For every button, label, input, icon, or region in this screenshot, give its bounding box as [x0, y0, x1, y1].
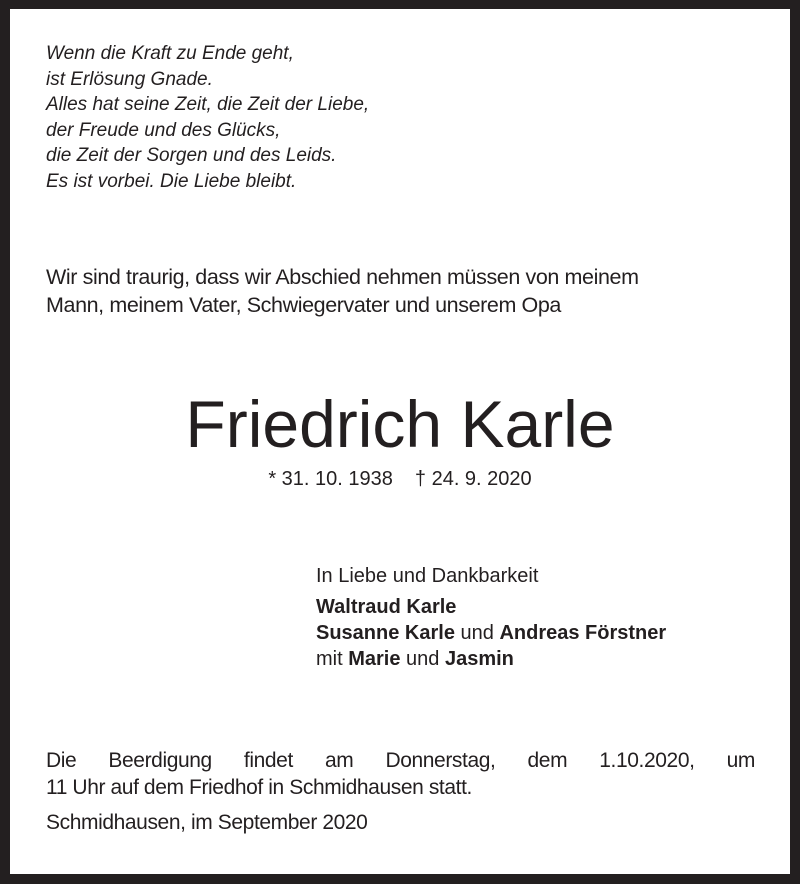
funeral-info	[46, 747, 755, 801]
place-date: Schmidhausen, im September 2020	[46, 811, 368, 834]
intro-text	[46, 263, 786, 319]
family-member: Waltraud Karle	[316, 596, 457, 618]
poem-line: Wenn die Kraft zu Ende geht,	[46, 43, 294, 64]
deceased-name: Friedrich Karle	[185, 387, 615, 461]
poem-line: Alles hat seine Zeit, die Zeit der Liebe,	[46, 94, 370, 115]
poem-line: ist Erlösung Gnade.	[46, 68, 213, 90]
funeral-line: 11 Uhr auf dem Friedhof in Schmidhausen statt.	[46, 776, 472, 799]
family-line	[316, 594, 666, 620]
poem-line: Es ist vorbei. Die Liebe bleibt.	[46, 170, 297, 192]
death-date: † 24. 9. 2020	[414, 468, 532, 490]
family-member: Jasmin	[444, 648, 514, 670]
poem-line: die Zeit der Sorgen und des Leids.	[46, 145, 337, 166]
family-line: mit Marie und Jasmin	[316, 648, 514, 670]
family-member: Andreas Förstner	[499, 622, 667, 644]
poem	[46, 41, 369, 194]
family-member: Marie	[348, 648, 401, 670]
family-heading: In Liebe und Dankbarkeit	[316, 565, 539, 587]
birth-date: * 31. 10. 1938	[268, 468, 393, 490]
intro-line: Mann, meinem Vater, Schwiegervater und unserem Opa	[46, 293, 561, 317]
life-dates	[10, 466, 790, 492]
obituary-notice	[10, 9, 790, 874]
family-line: Susanne Karle und Andreas Förstner	[316, 622, 667, 644]
family-member: Susanne Karle	[316, 622, 455, 644]
funeral-line: Die Beerdigung findet am Donnerstag, dem 1.10.2020, um	[46, 749, 755, 772]
poem-line: der Freude und des Glücks,	[46, 119, 281, 141]
intro-line: Wir sind traurig, dass wir Abschied nehmen müssen von meinem	[46, 265, 639, 289]
family-signatures	[316, 563, 666, 672]
